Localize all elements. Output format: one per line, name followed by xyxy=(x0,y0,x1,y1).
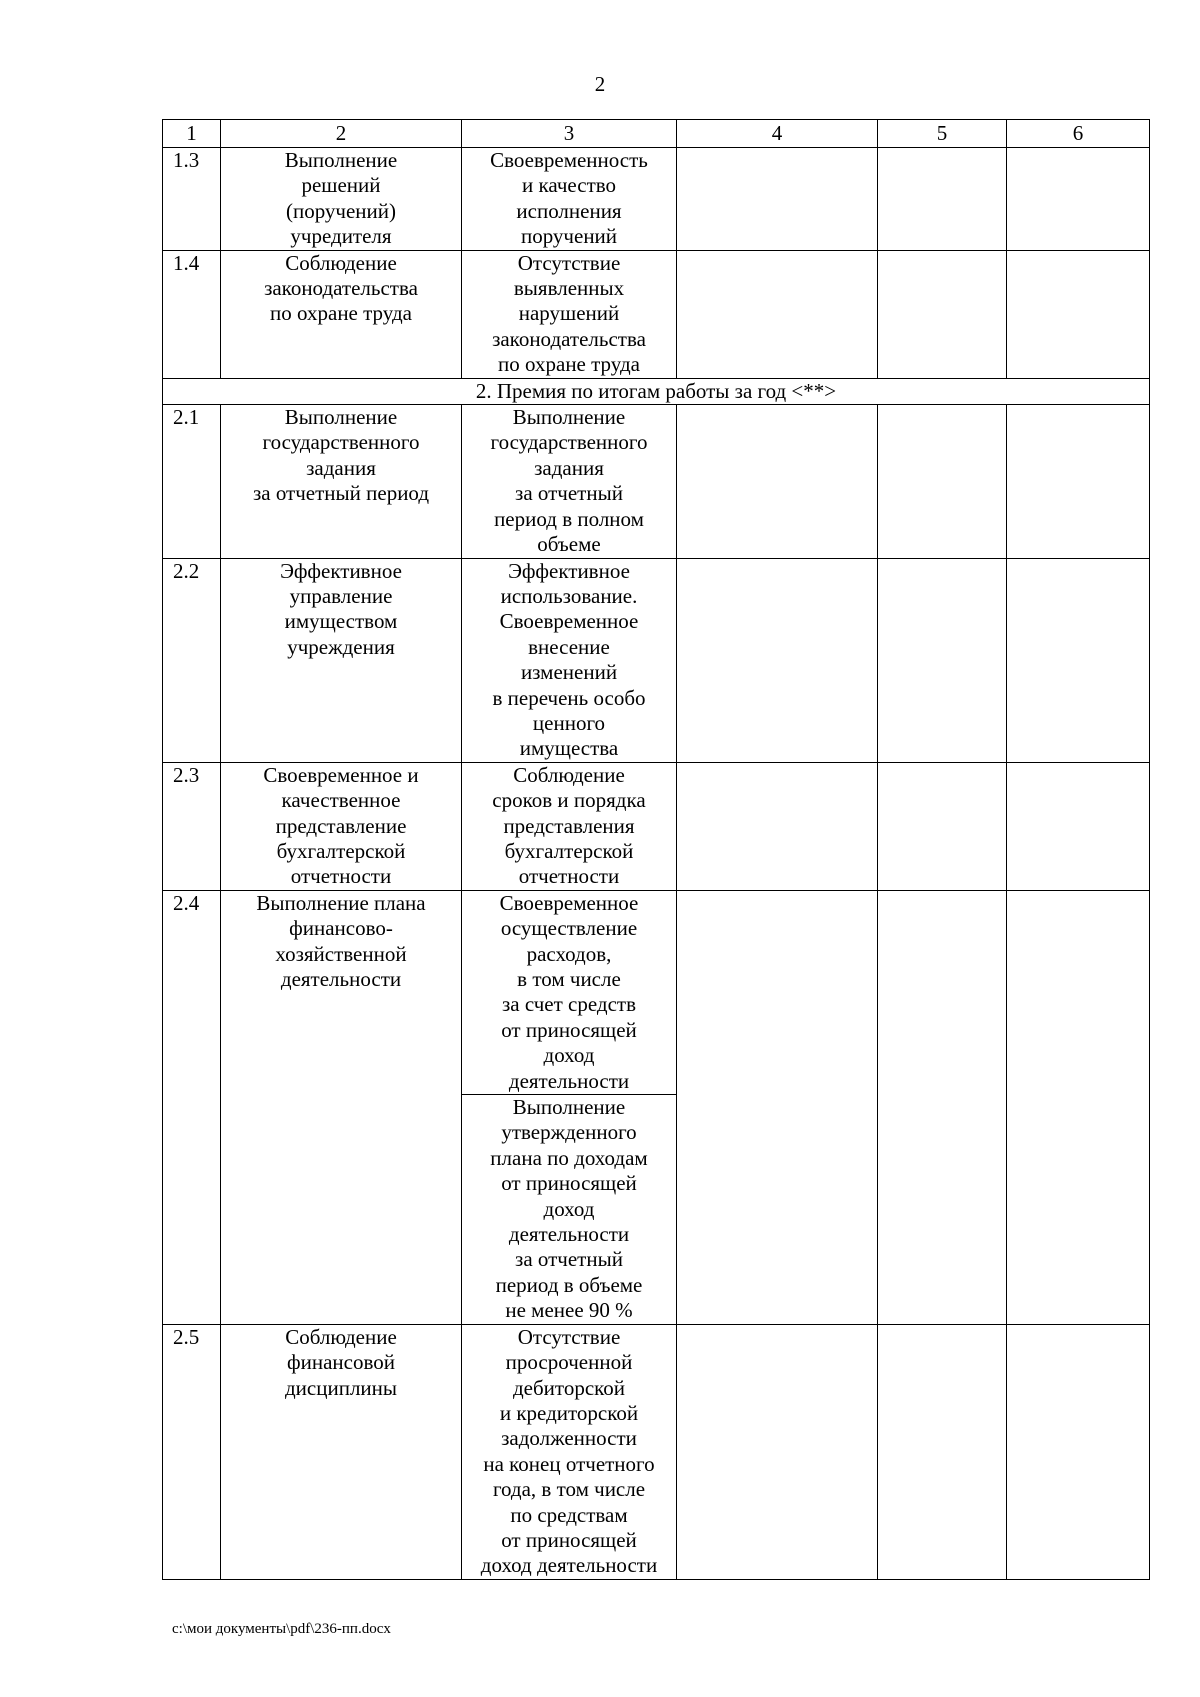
header-cell: 4 xyxy=(677,120,878,148)
indicator-cell xyxy=(221,762,462,890)
section-title-cell-text: 2. Премия по итогам работы за год <**> xyxy=(475,378,837,403)
row-number-cell xyxy=(163,1324,221,1579)
row-number-cell-text: 2.4 xyxy=(173,890,200,915)
header-cell: 3 xyxy=(462,120,677,148)
table-row xyxy=(163,558,1150,762)
criterion-cell xyxy=(462,1095,677,1325)
criterion-cell-text: Отсутствие выявленных нарушений законодательства по охране труда xyxy=(492,250,646,377)
criterion-cell-text: Своевременность и качество исполнения поручений xyxy=(490,148,648,249)
indicator-cell xyxy=(221,890,462,1324)
criterion-cell-text: Эффективное использование. Своевременное внесение изменений в перечень особо ценного имущества xyxy=(492,558,646,761)
table-row xyxy=(163,762,1150,890)
value-cell-col5 xyxy=(878,405,1007,558)
header-cell: 5 xyxy=(878,120,1007,148)
value-cell-col5 xyxy=(878,1324,1007,1579)
indicator-cell xyxy=(221,250,462,378)
header-cell: 2 xyxy=(221,120,462,148)
value-cell-col4 xyxy=(677,250,878,378)
value-cell-col6 xyxy=(1007,890,1150,1324)
indicator-cell-text: Соблюдение финансовой дисциплины xyxy=(284,1324,398,1400)
value-cell-col5 xyxy=(878,558,1007,762)
indicator-cell xyxy=(221,1324,462,1579)
indicator-cell-text: Соблюдение законодательства по охране труда xyxy=(264,250,418,326)
row-number-cell-text: 1.4 xyxy=(173,250,200,275)
row-number-cell-text: 2.1 xyxy=(173,405,200,430)
value-cell-col4 xyxy=(677,558,878,762)
value-cell-col6 xyxy=(1007,558,1150,762)
row-number-cell xyxy=(163,558,221,762)
section-title-cell xyxy=(163,378,1150,404)
criterion-cell xyxy=(462,1324,677,1579)
criterion-cell xyxy=(462,148,677,251)
indicator-cell-text: Своевременное и качественное представление бухгалтерской отчетности xyxy=(263,762,419,889)
table-row xyxy=(163,890,1150,1094)
value-cell-col6 xyxy=(1007,405,1150,558)
value-cell-col6 xyxy=(1007,148,1150,251)
indicator-cell xyxy=(221,405,462,558)
row-number-cell xyxy=(163,890,221,1324)
criterion-cell-text: Выполнение государственного задания за отчетный период в полном объеме xyxy=(490,405,648,557)
row-number-cell xyxy=(163,250,221,378)
row-number-cell-text: 2.2 xyxy=(173,558,200,583)
indicator-cell-text: Выполнение плана финансово- хозяйственной деятельности xyxy=(256,890,426,991)
value-cell-col4 xyxy=(677,1324,878,1579)
criteria-table xyxy=(162,119,1150,1580)
table-row xyxy=(163,405,1150,558)
row-number-cell-text: 2.3 xyxy=(173,762,200,787)
value-cell-col6 xyxy=(1007,1324,1150,1579)
row-number-cell xyxy=(163,762,221,890)
indicator-cell-text: Эффективное управление имуществом учреждения xyxy=(280,558,402,659)
page-number: 2 xyxy=(594,72,606,96)
value-cell-col4 xyxy=(677,890,878,1324)
criterion-cell-text: Своевременное осуществление расходов, в том числе за счет средств от приносящей доход деятельности xyxy=(499,890,639,1093)
indicator-cell xyxy=(221,148,462,251)
criterion-cell xyxy=(462,762,677,890)
table-row xyxy=(163,1324,1150,1579)
header-cell: 6 xyxy=(1007,120,1150,148)
header-cell: 1 xyxy=(163,120,221,148)
row-number-cell-text: 2.5 xyxy=(173,1324,200,1349)
criterion-cell-text: Отсутствие просроченной дебиторской и кредиторской задолженности на конец отчетного года, в том числе по средствам от приносящей доход деятельности xyxy=(480,1324,658,1578)
value-cell-col5 xyxy=(878,762,1007,890)
value-cell-col6 xyxy=(1007,762,1150,890)
value-cell-col6 xyxy=(1007,250,1150,378)
value-cell-col5 xyxy=(878,148,1007,251)
section-row xyxy=(163,378,1150,404)
criterion-cell-text: Соблюдение сроков и порядка представления бухгалтерской отчетности xyxy=(492,762,646,889)
indicator-cell-text: Выполнение решений (поручений) учредителя xyxy=(284,148,398,249)
indicator-cell xyxy=(221,558,462,762)
row-number-cell xyxy=(163,148,221,251)
criterion-cell xyxy=(462,558,677,762)
table-header-row xyxy=(163,120,1150,148)
table-row xyxy=(163,250,1150,378)
row-number-cell xyxy=(163,405,221,558)
criterion-cell-text: Выполнение утвержденного плана по доходам от приносящей доход деятельности за отчетный период в объеме не менее 90 % xyxy=(490,1095,648,1323)
value-cell-col5 xyxy=(878,890,1007,1324)
criterion-cell xyxy=(462,890,677,1094)
file-path-footer: c:\мои документы\pdf\236-пп.docx xyxy=(172,1621,391,1637)
criterion-cell xyxy=(462,250,677,378)
value-cell-col4 xyxy=(677,762,878,890)
table-row xyxy=(163,148,1150,251)
value-cell-col4 xyxy=(677,405,878,558)
row-number-cell-text: 1.3 xyxy=(173,148,200,172)
criterion-cell xyxy=(462,405,677,558)
indicator-cell-text: Выполнение государственного задания за отчетный период xyxy=(252,405,430,506)
value-cell-col4 xyxy=(677,148,878,251)
value-cell-col5 xyxy=(878,250,1007,378)
